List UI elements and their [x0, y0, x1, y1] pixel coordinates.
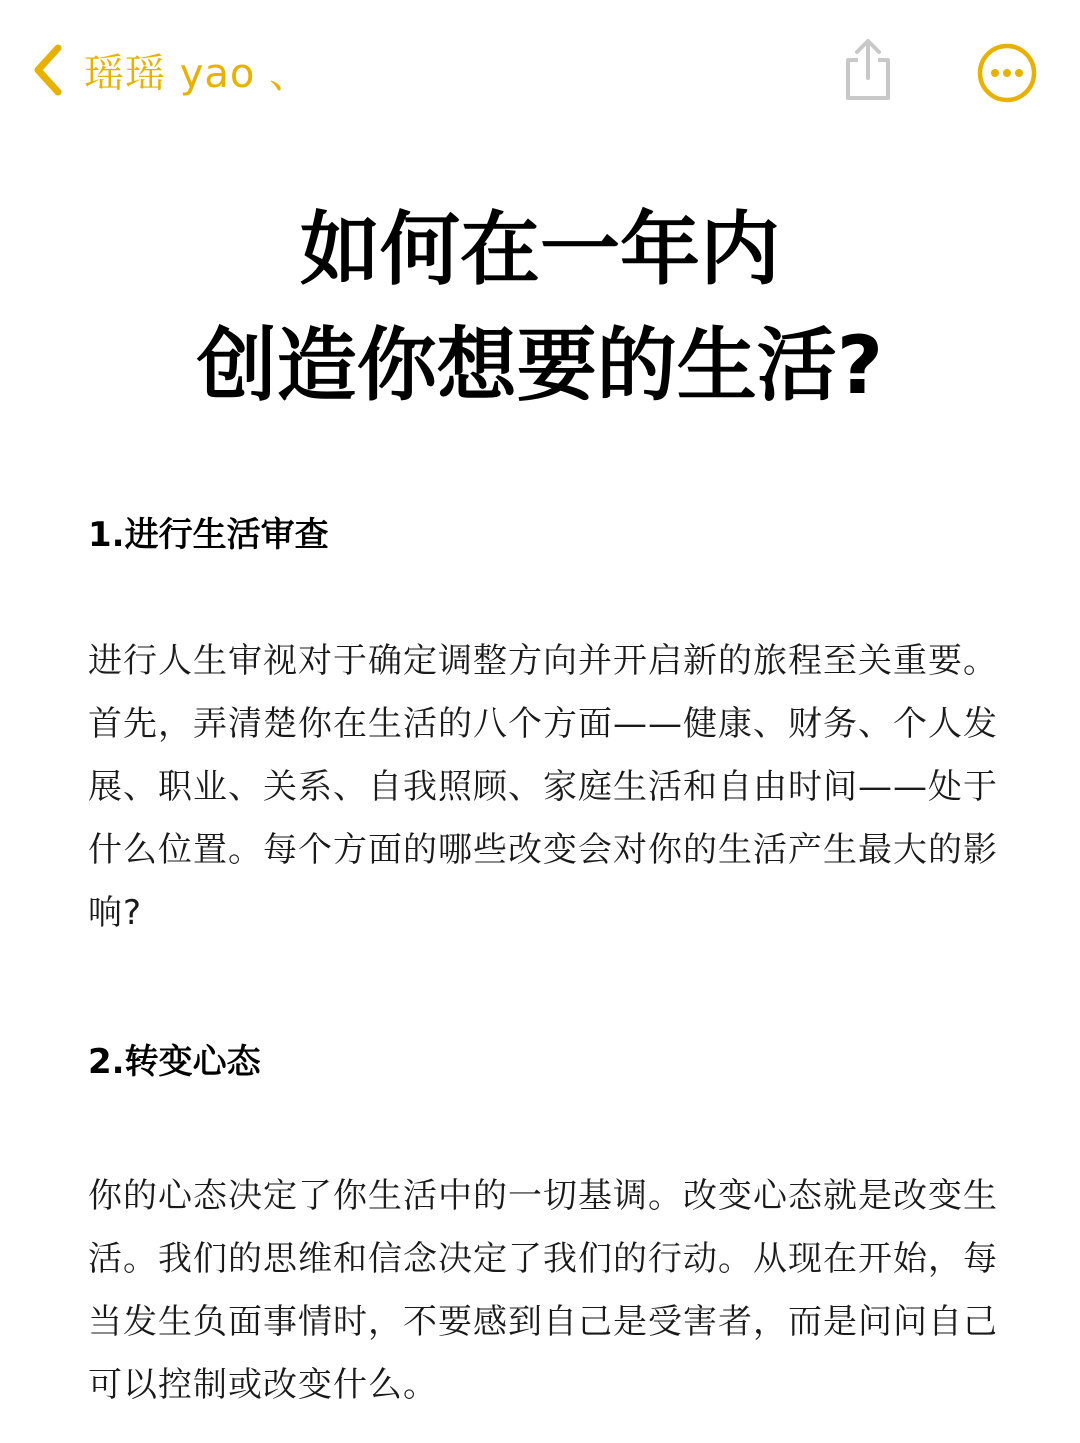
share-button[interactable]: [840, 36, 896, 102]
back-label: 瑶瑶 yao 、: [84, 50, 311, 97]
section-paragraph-2: 你的心态决定了你生活中的一切基调。改变心态就是改变生活。我们的思维和信念决定了我们的行动。从现在开始，每当发生负面事情时，不要感到自己是受害者，而是问问自己可以控制或改变什么。: [88, 1176, 998, 1405]
chevron-left-icon: [28, 42, 68, 98]
title-line-1: 如何在一年内: [300, 203, 780, 296]
back-button[interactable]: [28, 40, 310, 100]
section-paragraph-1: 进行人生审视对于确定调整方向并开启新的旅程至关重要。首先，弄清楚你在生活的八个方面——健康、财务、个人发展、职业、关系、自我照顾、家庭生活和自由时间——处于什么位置。每个方面的哪些改变会对你的生活产生最大的影响?: [88, 641, 998, 933]
more-icon: [976, 42, 1038, 104]
section-heading-2: 2.转变心态: [88, 1042, 261, 1082]
section-heading-1: 1.进行生活审查: [88, 515, 329, 555]
note-title: [0, 192, 1080, 424]
title-line-2: 创造你想要的生活?: [196, 319, 884, 412]
top-navigation-bar: [0, 0, 1080, 140]
more-options-button[interactable]: [976, 42, 1038, 104]
note-body: [88, 500, 1018, 1417]
share-icon: [840, 36, 896, 102]
